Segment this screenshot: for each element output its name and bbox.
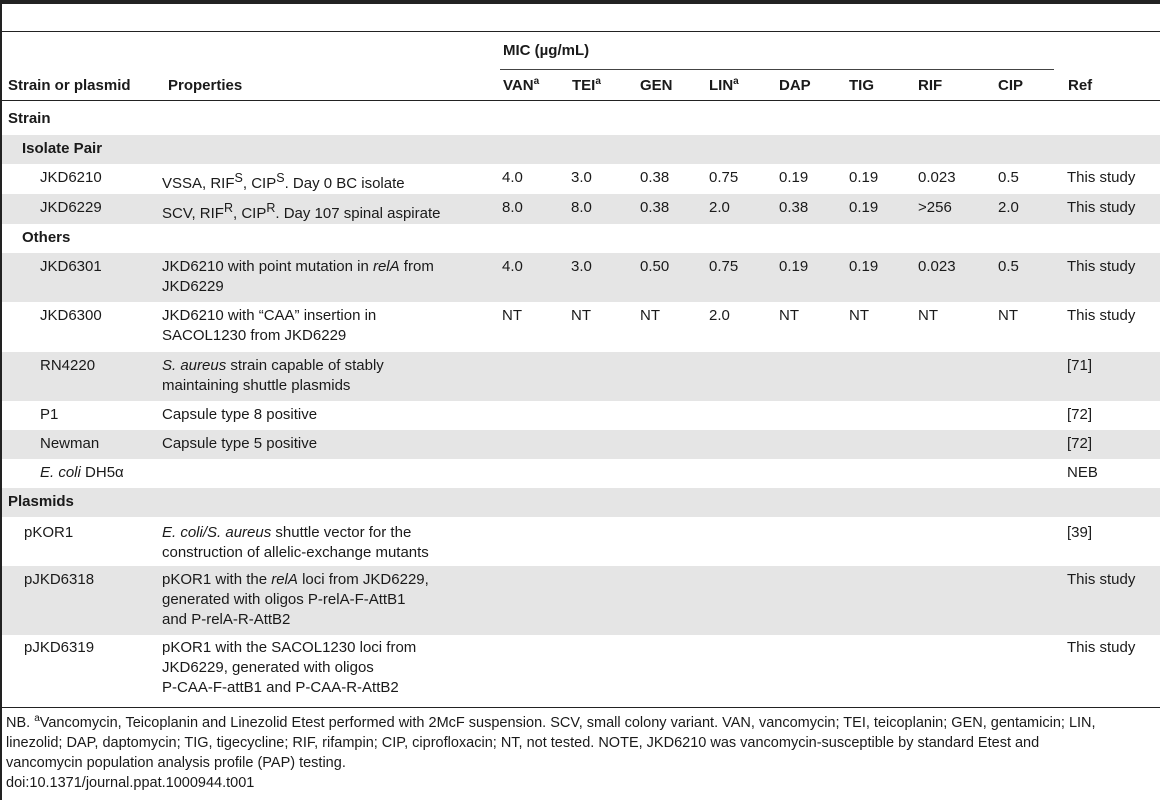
header-properties: Properties [168, 77, 243, 94]
mic-tei: 3.0 [571, 253, 640, 302]
plasmid-name: pKOR1 [24, 524, 74, 541]
mic-gen: 0.50 [640, 253, 709, 302]
strain-name: JKD6301 [2, 253, 162, 302]
mic-dap: 0.19 [779, 169, 809, 186]
header-tei: TEI$^a$ [572, 76, 601, 94]
properties-cell: VSSA, $RIF^S$, $CIP^S$. Day 0 BC isolate [162, 171, 405, 192]
strain-name: P1 [40, 406, 59, 423]
mic-lin: 0.75 [709, 169, 739, 186]
table-row [2, 194, 1160, 224]
mic-tig: 0.19 [849, 169, 879, 186]
properties-cell [162, 459, 1067, 488]
section-others: Others [22, 229, 71, 246]
header-lin: LIN$^a$ [709, 76, 739, 94]
footnote-line: vancomycin population analysis profile (PAP) testing. [6, 755, 346, 771]
plasmid-name: pJKD6319 [24, 639, 95, 656]
mic-gen: 0.38 [640, 194, 709, 224]
table-top-rule [2, 31, 1160, 32]
mic-dap: 0.38 [779, 194, 849, 224]
strain-plasmid-table [2, 106, 1160, 701]
mic-rif: >256 [918, 194, 998, 224]
table-row [2, 430, 1160, 459]
mic-lin: 0.75 [709, 253, 779, 302]
strain-name: JKD6229 [2, 194, 162, 224]
header-rif: RIF [918, 77, 943, 94]
section-row-plasmids [2, 488, 1160, 517]
table-bottom-rule [2, 707, 1160, 708]
ref-cell: [72] [1067, 406, 1093, 423]
mic-dap: NT [779, 307, 799, 324]
mic-tei: 8.0 [571, 194, 640, 224]
header-bottom-rule [2, 100, 1160, 101]
mic-tig: 0.19 [849, 253, 918, 302]
mic-lin: 2.0 [709, 194, 779, 224]
table-row [2, 635, 1160, 701]
properties-cell: JKD6210 with “CAA” insertion in SACOL1230 from JKD6229 [162, 307, 377, 344]
properties-cell: Capsule type 8 positive [162, 406, 318, 423]
header-dap: DAP [779, 77, 811, 94]
properties-cell: pKOR1 with the relA loci from JKD6229, generated with oligos P-relA-F-AttB1 and P-relA-R-AttB2 [162, 566, 1067, 635]
header-gen: GEN [640, 77, 673, 94]
header-tig: TIG [849, 77, 874, 94]
mic-tig: 0.19 [849, 194, 918, 224]
mic-gen: 0.38 [640, 169, 670, 186]
table-row [2, 302, 1160, 352]
ref-cell: This study [1067, 169, 1136, 186]
ref-cell: This study [1067, 639, 1136, 656]
mic-lin: 2.0 [709, 307, 730, 324]
properties-cell: Capsule type 5 positive [162, 430, 1067, 459]
mic-group-header: MIC (µg/mL) [503, 42, 590, 59]
section-row-isolate-pair [2, 135, 1160, 164]
table-row [2, 566, 1160, 635]
properties-cell: SCV, $RIF^R$, $CIP^R$. Day 107 spinal aspirate [162, 194, 502, 224]
strain-name: E. coli DH5α [40, 464, 124, 481]
mic-van: 4.0 [502, 169, 523, 186]
plasmid-name: pJKD6318 [2, 566, 162, 635]
footnote-line: linezolid; DAP, daptomycin; TIG, tigecycline; RIF, rifampin; CIP, ciprofloxacin; NT, not tested. NOTE, JKD6210 was vancomycin-susceptible by standard Etest and [6, 735, 1040, 751]
section-strain: Strain [8, 110, 51, 127]
ref-cell: [39] [1067, 524, 1093, 541]
ref-cell: This study [1067, 194, 1160, 224]
strain-name: JKD6300 [40, 307, 102, 324]
properties-cell: S. aureus strain capable of stably maintaining shuttle plasmids [162, 352, 1067, 401]
table-row [2, 517, 1160, 566]
frame-top-border [0, 0, 1160, 4]
section-plasmids: Plasmids [2, 488, 1160, 517]
ref-cell: This study [1067, 253, 1160, 302]
mic-cip: 2.0 [998, 194, 1067, 224]
mic-dap: 0.19 [779, 253, 849, 302]
ref-cell: NEB [1067, 464, 1098, 481]
mic-gen: NT [640, 307, 660, 324]
mic-rif: NT [918, 307, 938, 324]
strain-name: JKD6210 [40, 169, 102, 186]
section-row-strain [2, 106, 1160, 135]
section-isolate-pair: Isolate Pair [2, 135, 1160, 164]
mic-cip: 0.5 [998, 169, 1019, 186]
header-strain: Strain or plasmid [8, 77, 131, 94]
properties-cell: pKOR1 with the SACOL1230 loci from JKD6229, generated with oligos P-CAA-F-attB1 and P-CAA-R-AttB2 [162, 639, 417, 696]
mic-van: NT [502, 307, 522, 324]
mic-group-underline [500, 69, 1054, 70]
ref-cell: This study [1067, 566, 1160, 635]
mic-rif: 0.023 [918, 169, 956, 186]
mic-van: 8.0 [502, 194, 571, 224]
table-row [2, 352, 1160, 401]
header-ref: Ref [1068, 77, 1093, 94]
mic-van: 4.0 [502, 253, 571, 302]
table-row [2, 164, 1160, 194]
table-row [2, 253, 1160, 302]
ref-cell: [72] [1067, 430, 1160, 459]
strain-name: RN4220 [2, 352, 162, 401]
mic-rif: 0.023 [918, 253, 998, 302]
mic-cip: 0.5 [998, 253, 1067, 302]
mic-cip: NT [998, 307, 1018, 324]
ref-cell: This study [1067, 307, 1136, 324]
ref-cell: [71] [1067, 352, 1160, 401]
table-row [2, 401, 1160, 430]
mic-tei: NT [571, 307, 591, 324]
section-row-others [2, 224, 1160, 253]
strain-name: Newman [2, 430, 162, 459]
footnote-line: NB. $^a$Vancomycin, Teicoplanin and Linezolid Etest performed with 2McF suspension. SCV, small colony variant. VAN, vancomycin; TEI, teicoplanin; GEN, gentamicin; LIN, [6, 713, 1096, 731]
header-van: VAN$^a$ [503, 76, 540, 94]
mic-tig: NT [849, 307, 869, 324]
properties-cell: JKD6210 with point mutation in relA from JKD6229 [162, 253, 502, 302]
table-footnote [6, 713, 1156, 793]
properties-cell: E. coli/S. aureus shuttle vector for the construction of allelic-exchange mutants [162, 524, 429, 561]
doi-text: doi:10.1371/journal.ppat.1000944.t001 [6, 775, 255, 791]
header-cip: CIP [998, 77, 1024, 94]
mic-tei: 3.0 [571, 169, 592, 186]
table-row [2, 459, 1160, 488]
